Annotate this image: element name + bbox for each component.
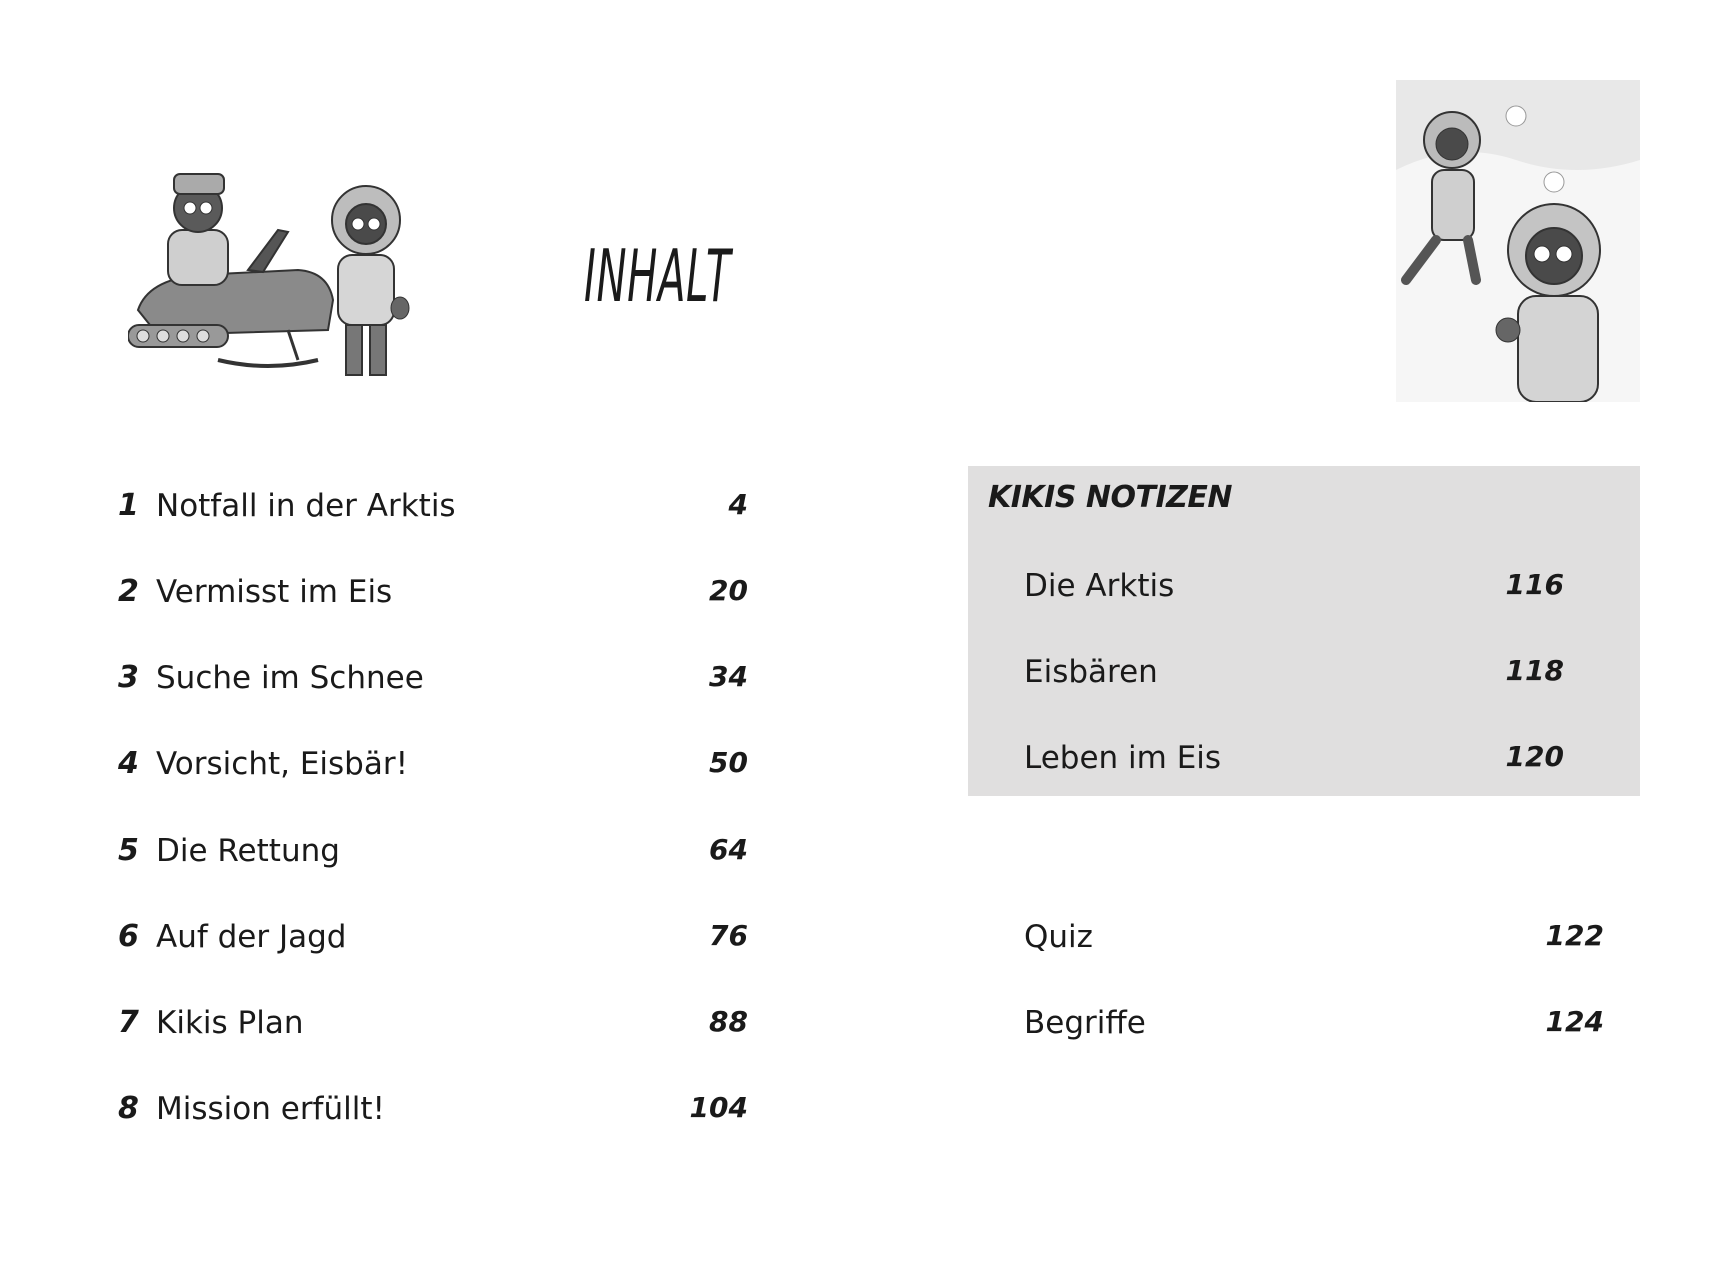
- toc-item[interactable]: [118, 488, 748, 538]
- chapter-title: Suche im Schnee: [156, 660, 424, 696]
- notes-item-title: Leben im Eis: [1024, 740, 1222, 776]
- notes-item[interactable]: [1024, 568, 1608, 618]
- chapter-page: 104: [689, 1091, 748, 1124]
- extra-item[interactable]: [1024, 1005, 1604, 1055]
- chapter-number: 8: [118, 1091, 139, 1126]
- notes-item[interactable]: [1024, 740, 1608, 790]
- chapter-title: Kikis Plan: [156, 1005, 304, 1041]
- extra-item-title: Begriffe: [1024, 1005, 1146, 1041]
- chapter-number: 7: [118, 1005, 139, 1040]
- toc-item[interactable]: [118, 574, 748, 624]
- chapter-page: 64: [709, 833, 748, 866]
- notes-item[interactable]: [1024, 654, 1608, 704]
- extra-item-title: Quiz: [1024, 919, 1093, 955]
- chapter-page: 50: [709, 746, 748, 779]
- chapter-number: 6: [118, 919, 139, 954]
- notes-box: [968, 466, 1640, 796]
- toc-item[interactable]: [118, 919, 748, 969]
- chapter-page: 34: [709, 660, 748, 693]
- chapter-title: Vorsicht, Eisbär!: [156, 746, 409, 782]
- chapter-title: Auf der Jagd: [156, 919, 347, 955]
- toc-item[interactable]: [118, 1091, 748, 1141]
- toc-item[interactable]: [118, 1005, 748, 1055]
- toc-item[interactable]: [118, 833, 748, 883]
- illustration-snowball-fight: [1396, 80, 1640, 402]
- chapter-title: Vermisst im Eis: [156, 574, 393, 610]
- chapter-page: 88: [709, 1005, 748, 1038]
- notes-item-page: 118: [1505, 654, 1564, 687]
- extra-item[interactable]: [1024, 919, 1604, 969]
- notes-title: KIKIS NOTIZEN: [988, 480, 1232, 515]
- extra-item-page: 122: [1545, 919, 1604, 952]
- notes-item-title: Die Arktis: [1024, 568, 1175, 604]
- chapter-number: 2: [118, 574, 139, 609]
- extra-item-page: 124: [1545, 1005, 1604, 1038]
- chapter-page: 20: [709, 574, 748, 607]
- chapter-title: Notfall in der Arktis: [156, 488, 456, 524]
- page-title: INHALT: [584, 234, 732, 318]
- chapter-title: Die Rettung: [156, 833, 340, 869]
- chapter-number: 5: [118, 833, 139, 868]
- notes-item-page: 120: [1505, 740, 1564, 773]
- illustration-snowmobile-kids: [128, 160, 428, 390]
- chapter-page: 4: [728, 488, 748, 521]
- notes-item-title: Eisbären: [1024, 654, 1158, 690]
- chapter-number: 1: [118, 488, 139, 523]
- chapter-number: 4: [118, 746, 139, 781]
- chapter-title: Mission erfüllt!: [156, 1091, 385, 1127]
- toc-item[interactable]: [118, 746, 748, 796]
- chapter-page: 76: [709, 919, 748, 952]
- chapter-number: 3: [118, 660, 139, 695]
- notes-item-page: 116: [1505, 568, 1564, 601]
- toc-item[interactable]: [118, 660, 748, 710]
